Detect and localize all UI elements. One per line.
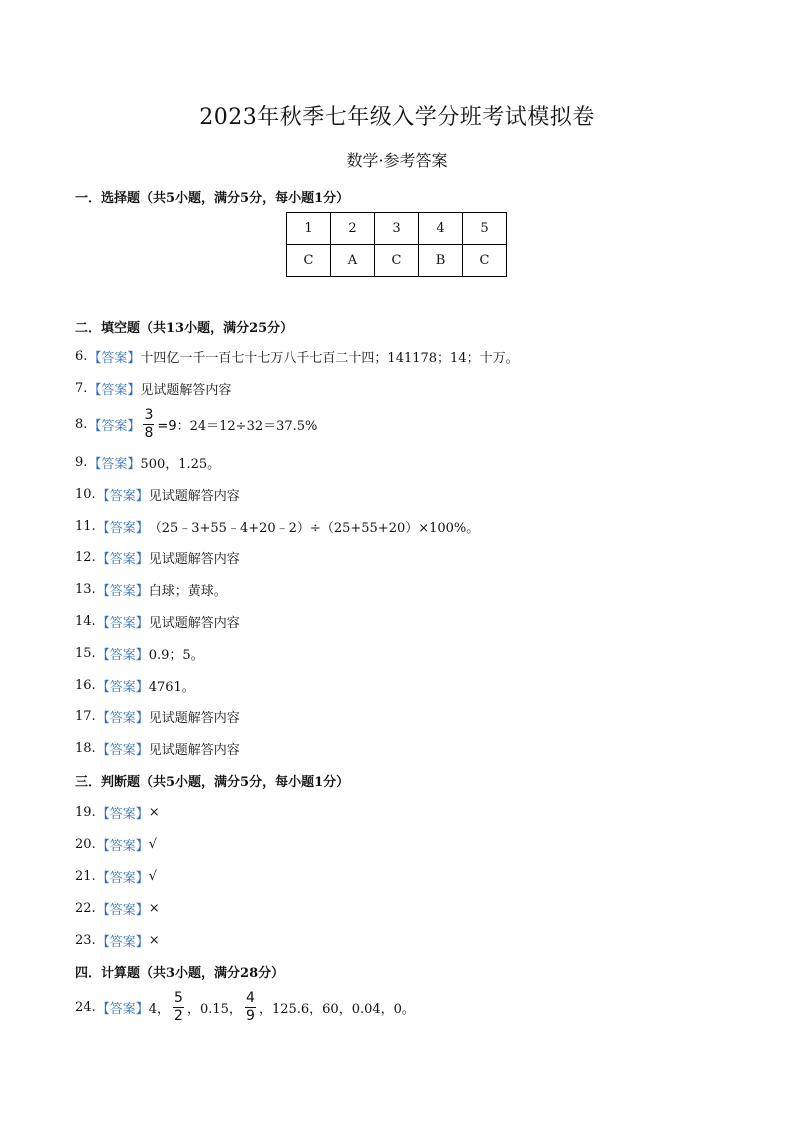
answer-text: 4761。 [148,679,195,695]
item-number: 11. [75,518,96,534]
answer-text: =9： [157,418,190,434]
answer-text: √ [148,868,157,884]
answer-item-8 [75,406,318,441]
answer-text: × [148,900,160,916]
item-number: 23. [75,932,96,948]
item-number: 9. [75,454,88,470]
answer-item-14 [75,611,240,631]
section-heading-judge: 三．判断题（共5小题，满分5分，每小题1分） [75,775,350,790]
answer-text: 24＝12÷32＝37.5% [189,418,318,434]
section-heading-choice: 一．选择题（共5小题，满分5分，每小题1分） [75,191,350,206]
document-title: 2023年秋季七年级入学分班考试模拟卷 [199,105,595,130]
item-number: 21. [75,868,96,884]
answer-item-18 [75,738,240,758]
item-number: 10. [75,486,96,502]
answer-item-15 [75,643,204,663]
table-cell: 4 [419,213,463,245]
fraction-numerator: 3 [144,406,154,423]
table-cell: A [331,245,375,277]
answer-tag: 【答案】 [96,647,149,663]
answer-tag: 【答案】 [88,418,141,434]
table-row-numbers [287,213,507,245]
answer-text: 白球；黄球。 [148,583,227,599]
table-cell: C [375,245,419,277]
answer-text: 见试题解答内容 [140,382,232,398]
table-cell: C [287,245,331,277]
answer-text: 4， [148,1001,170,1017]
item-number: 22. [75,900,96,916]
table-cell: C [463,245,507,277]
answer-text: 见试题解答内容 [148,551,240,567]
table-row-answers [287,245,507,277]
answer-item-10 [75,484,240,504]
answer-item-7 [75,378,231,398]
answer-item-11 [75,516,479,536]
fraction-numerator: 4 [245,989,255,1006]
answer-item-22 [75,898,160,918]
answer-text: 见试题解答内容 [148,710,240,726]
document-subtitle: 数学·参考答案 [346,151,448,170]
answer-item-20 [75,834,157,854]
fraction-denominator: 2 [174,1007,183,1024]
table-cell: 2 [331,213,375,245]
answer-item-9 [75,452,220,472]
answer-text: 十四亿一千一百七十七万八千七百二十四；141178；14；十万。 [140,350,519,366]
answer-tag: 【答案】 [96,583,149,599]
answer-tag: 【答案】 [96,551,149,567]
answer-item-16 [75,675,195,695]
item-number: 19. [75,804,96,820]
answer-item-19 [75,802,160,822]
answer-tag: 【答案】 [96,520,149,536]
answer-item-13 [75,579,227,599]
answer-item-17 [75,706,240,726]
table-cell: 5 [463,213,507,245]
table-cell: 1 [287,213,331,245]
fraction-numerator: 5 [174,989,183,1006]
answer-tag: 【答案】 [96,806,149,822]
answer-item-6 [75,346,519,366]
answer-tag: 【答案】 [96,838,149,854]
answer-text: √ [148,836,157,852]
item-number: 12. [75,549,96,565]
item-number: 24. [75,999,96,1015]
answer-tag: 【答案】 [96,615,149,631]
answer-tag: 【答案】 [96,902,149,918]
answer-tag: 【答案】 [88,456,141,472]
item-number: 18. [75,740,96,756]
item-number: 7. [75,380,88,396]
answer-text: 见试题解答内容 [148,488,240,504]
choice-answer-table [286,212,507,277]
item-number: 16. [75,677,96,693]
answer-tag: 【答案】 [96,710,149,726]
item-number: 14. [75,613,96,629]
item-number: 8. [75,416,88,432]
fraction [143,408,154,441]
item-number: 15. [75,645,96,661]
item-number: 6. [75,348,88,364]
answer-text: × [148,932,160,948]
answer-tag: 【答案】 [96,488,149,504]
answer-text: （25﹣3+55﹣4+20﹣2）÷（25+55+20）×100%。 [148,520,480,536]
fraction-denominator: 8 [144,424,154,441]
fraction-denominator: 9 [245,1007,255,1024]
answer-text: 见试题解答内容 [148,615,240,631]
fraction [245,991,256,1024]
answer-tag: 【答案】 [96,870,149,886]
section-heading-fill: 二．填空题（共13小题，满分25分） [75,321,294,336]
table-cell: B [419,245,463,277]
answer-text: 见试题解答内容 [148,742,240,758]
answer-tag: 【答案】 [96,742,149,758]
item-number: 17. [75,708,96,724]
answer-tag: 【答案】 [96,1001,149,1017]
answer-tag: 【答案】 [88,382,141,398]
table-cell: 3 [375,213,419,245]
answer-item-12 [75,547,240,567]
answer-item-24 [75,989,415,1024]
item-number: 13. [75,581,96,597]
answer-text: 0.9；5。 [148,647,204,663]
item-number: 20. [75,836,96,852]
answer-tag: 【答案】 [96,934,149,950]
answer-tag: 【答案】 [96,679,149,695]
fraction [173,991,184,1024]
answer-tag: 【答案】 [88,350,141,366]
section-heading-calc: 四．计算题（共3小题，满分28分） [75,966,285,981]
answer-item-23 [75,930,160,950]
answer-text: × [148,804,160,820]
answer-text: 500，1.25。 [140,456,221,472]
answer-text: ，0.15， [186,1001,242,1017]
answer-text: ，125.6，60，0.04，0。 [258,1001,415,1017]
answer-item-21 [75,866,157,886]
